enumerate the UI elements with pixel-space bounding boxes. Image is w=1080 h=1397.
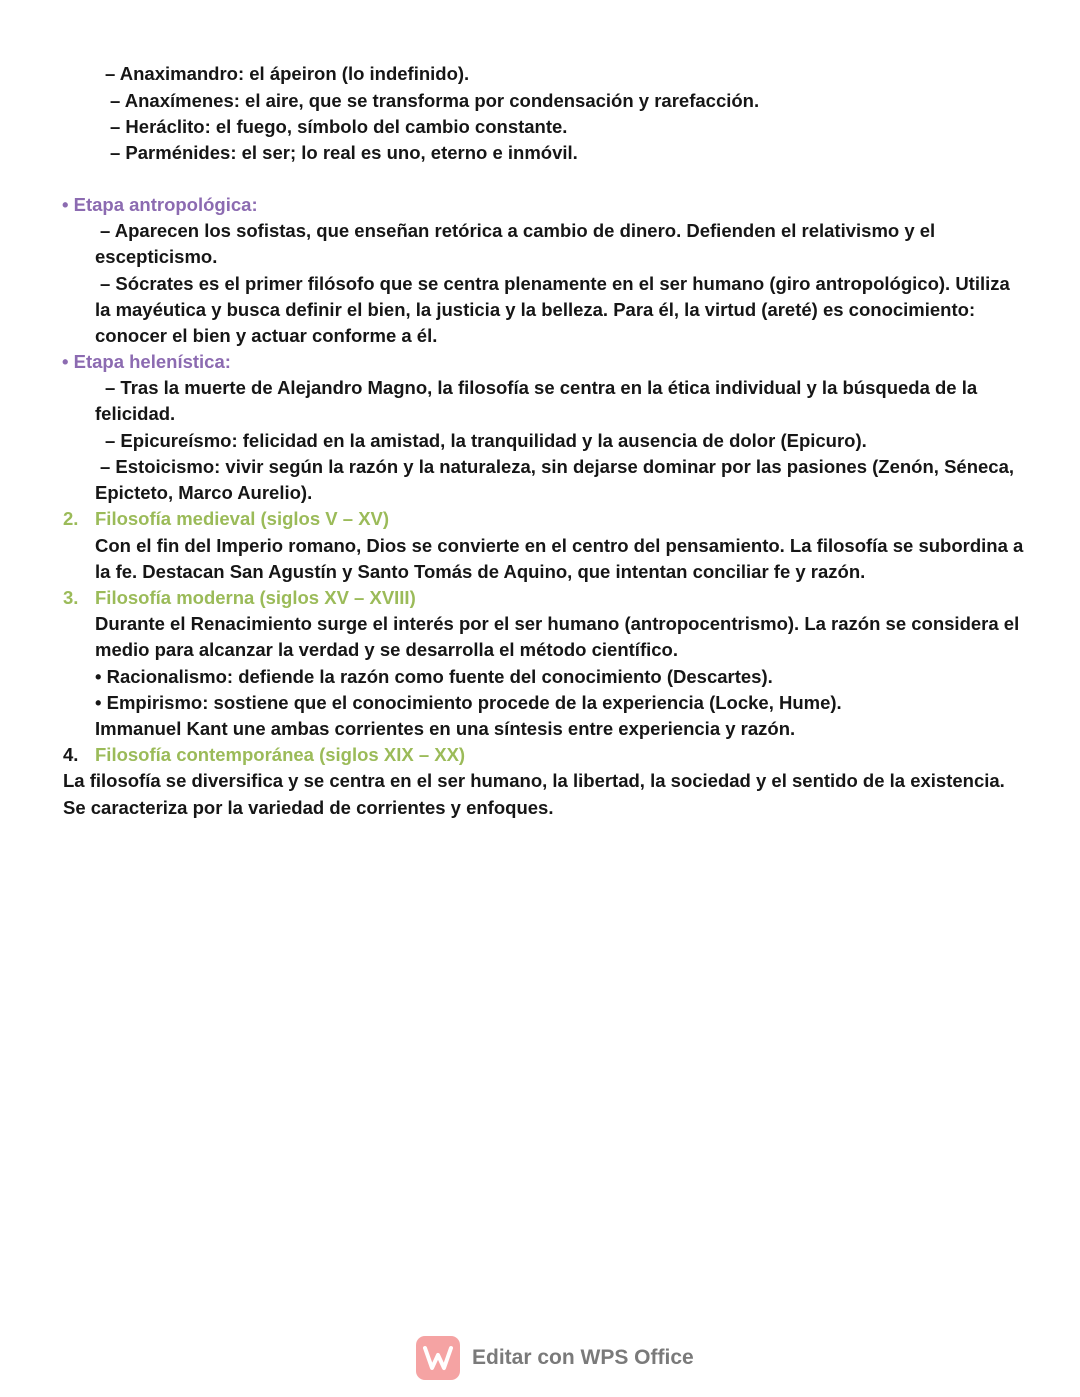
heading-etapa-helenistica: • Etapa helenística: bbox=[62, 351, 231, 372]
heading-filosofia-moderna: Filosofía moderna (siglos XV – XVIII) bbox=[95, 587, 416, 608]
paragraph-line: – Tras la muerte de Alejandro Magno, la filosofía se centra en la ética individual y la búsqueda de la bbox=[105, 377, 978, 398]
paragraph-line: escepticismo. bbox=[95, 246, 218, 267]
paragraph-line: conocer el bien y actuar conforme a él. bbox=[95, 325, 438, 346]
paragraph-line: Con el fin del Imperio romano, Dios se convierte en el centro del pensamiento. La filosofía se subordina a bbox=[95, 535, 1024, 556]
heading-filosofia-medieval: Filosofía medieval (siglos V – XV) bbox=[95, 508, 390, 529]
list-item-heraclito: – Heráclito: el fuego, símbolo del cambio constante. bbox=[110, 116, 568, 137]
list-item-anaximenes: – Anaxímenes: el aire, que se transforma por condensación y rarefacción. bbox=[110, 90, 760, 111]
edit-with-wps-button[interactable] bbox=[416, 1336, 694, 1380]
paragraph-line: medio para alcanzar la verdad y se desarrolla el método científico. bbox=[95, 639, 678, 660]
edit-with-wps-label: Editar con WPS Office bbox=[472, 1346, 694, 1369]
paragraph-line: la mayéutica y busca definir el bien, la justicia y la belleza. Para él, la virtud (areté) es conocimiento: bbox=[95, 299, 976, 320]
paragraph-line: Se caracteriza por la variedad de corrientes y enfoques. bbox=[63, 797, 554, 818]
paragraph-line: – Aparecen los sofistas, que enseñan retórica a cambio de dinero. Defienden el relativismo y el bbox=[100, 220, 936, 241]
list-item-anaximandro: – Anaximandro: el ápeiron (lo indefinido). bbox=[105, 63, 470, 84]
wps-office-logo-icon bbox=[416, 1336, 460, 1380]
heading-filosofia-contemporanea: Filosofía contemporánea (siglos XIX – XX) bbox=[95, 744, 466, 765]
paragraph-line: Epicteto, Marco Aurelio). bbox=[95, 482, 313, 503]
list-number: 2. bbox=[63, 508, 79, 529]
wps-w-glyph-icon bbox=[423, 1345, 453, 1371]
paragraph-line: la fe. Destacan San Agustín y Santo Tomás de Aquino, que intentan conciliar fe y razón. bbox=[95, 561, 866, 582]
paragraph-line: – Estoicismo: vivir según la razón y la naturaleza, sin dejarse dominar por las pasiones (Zenón, Séneca, bbox=[100, 456, 1014, 477]
list-number: 4. bbox=[63, 744, 79, 765]
paragraph-line: Durante el Renacimiento surge el interés por el ser humano (antropocentrismo). La razón se considera el bbox=[95, 613, 1020, 634]
paragraph-line: • Racionalismo: defiende la razón como fuente del conocimiento (Descartes). bbox=[95, 666, 773, 687]
paragraph-line: Immanuel Kant une ambas corrientes en una síntesis entre experiencia y razón. bbox=[95, 718, 796, 739]
paragraph-line: felicidad. bbox=[95, 403, 176, 424]
list-number: 3. bbox=[63, 587, 79, 608]
heading-etapa-antropologica: • Etapa antropológica: bbox=[62, 194, 258, 215]
paragraph-line: • Empirismo: sostiene que el conocimiento procede de la experiencia (Locke, Hume). bbox=[95, 692, 842, 713]
paragraph-line: – Sócrates es el primer filósofo que se centra plenamente en el ser humano (giro antropológico). Utiliza bbox=[100, 273, 1010, 294]
list-item-parmenides: – Parménides: el ser; lo real es uno, eterno e inmóvil. bbox=[110, 142, 578, 163]
paragraph-line: – Epicureísmo: felicidad en la amistad, la tranquilidad y la ausencia de dolor (Epicuro). bbox=[105, 430, 867, 451]
paragraph-line: La filosofía se diversifica y se centra en el ser humano, la libertad, la sociedad y el sentido de la existencia. bbox=[63, 770, 1005, 791]
